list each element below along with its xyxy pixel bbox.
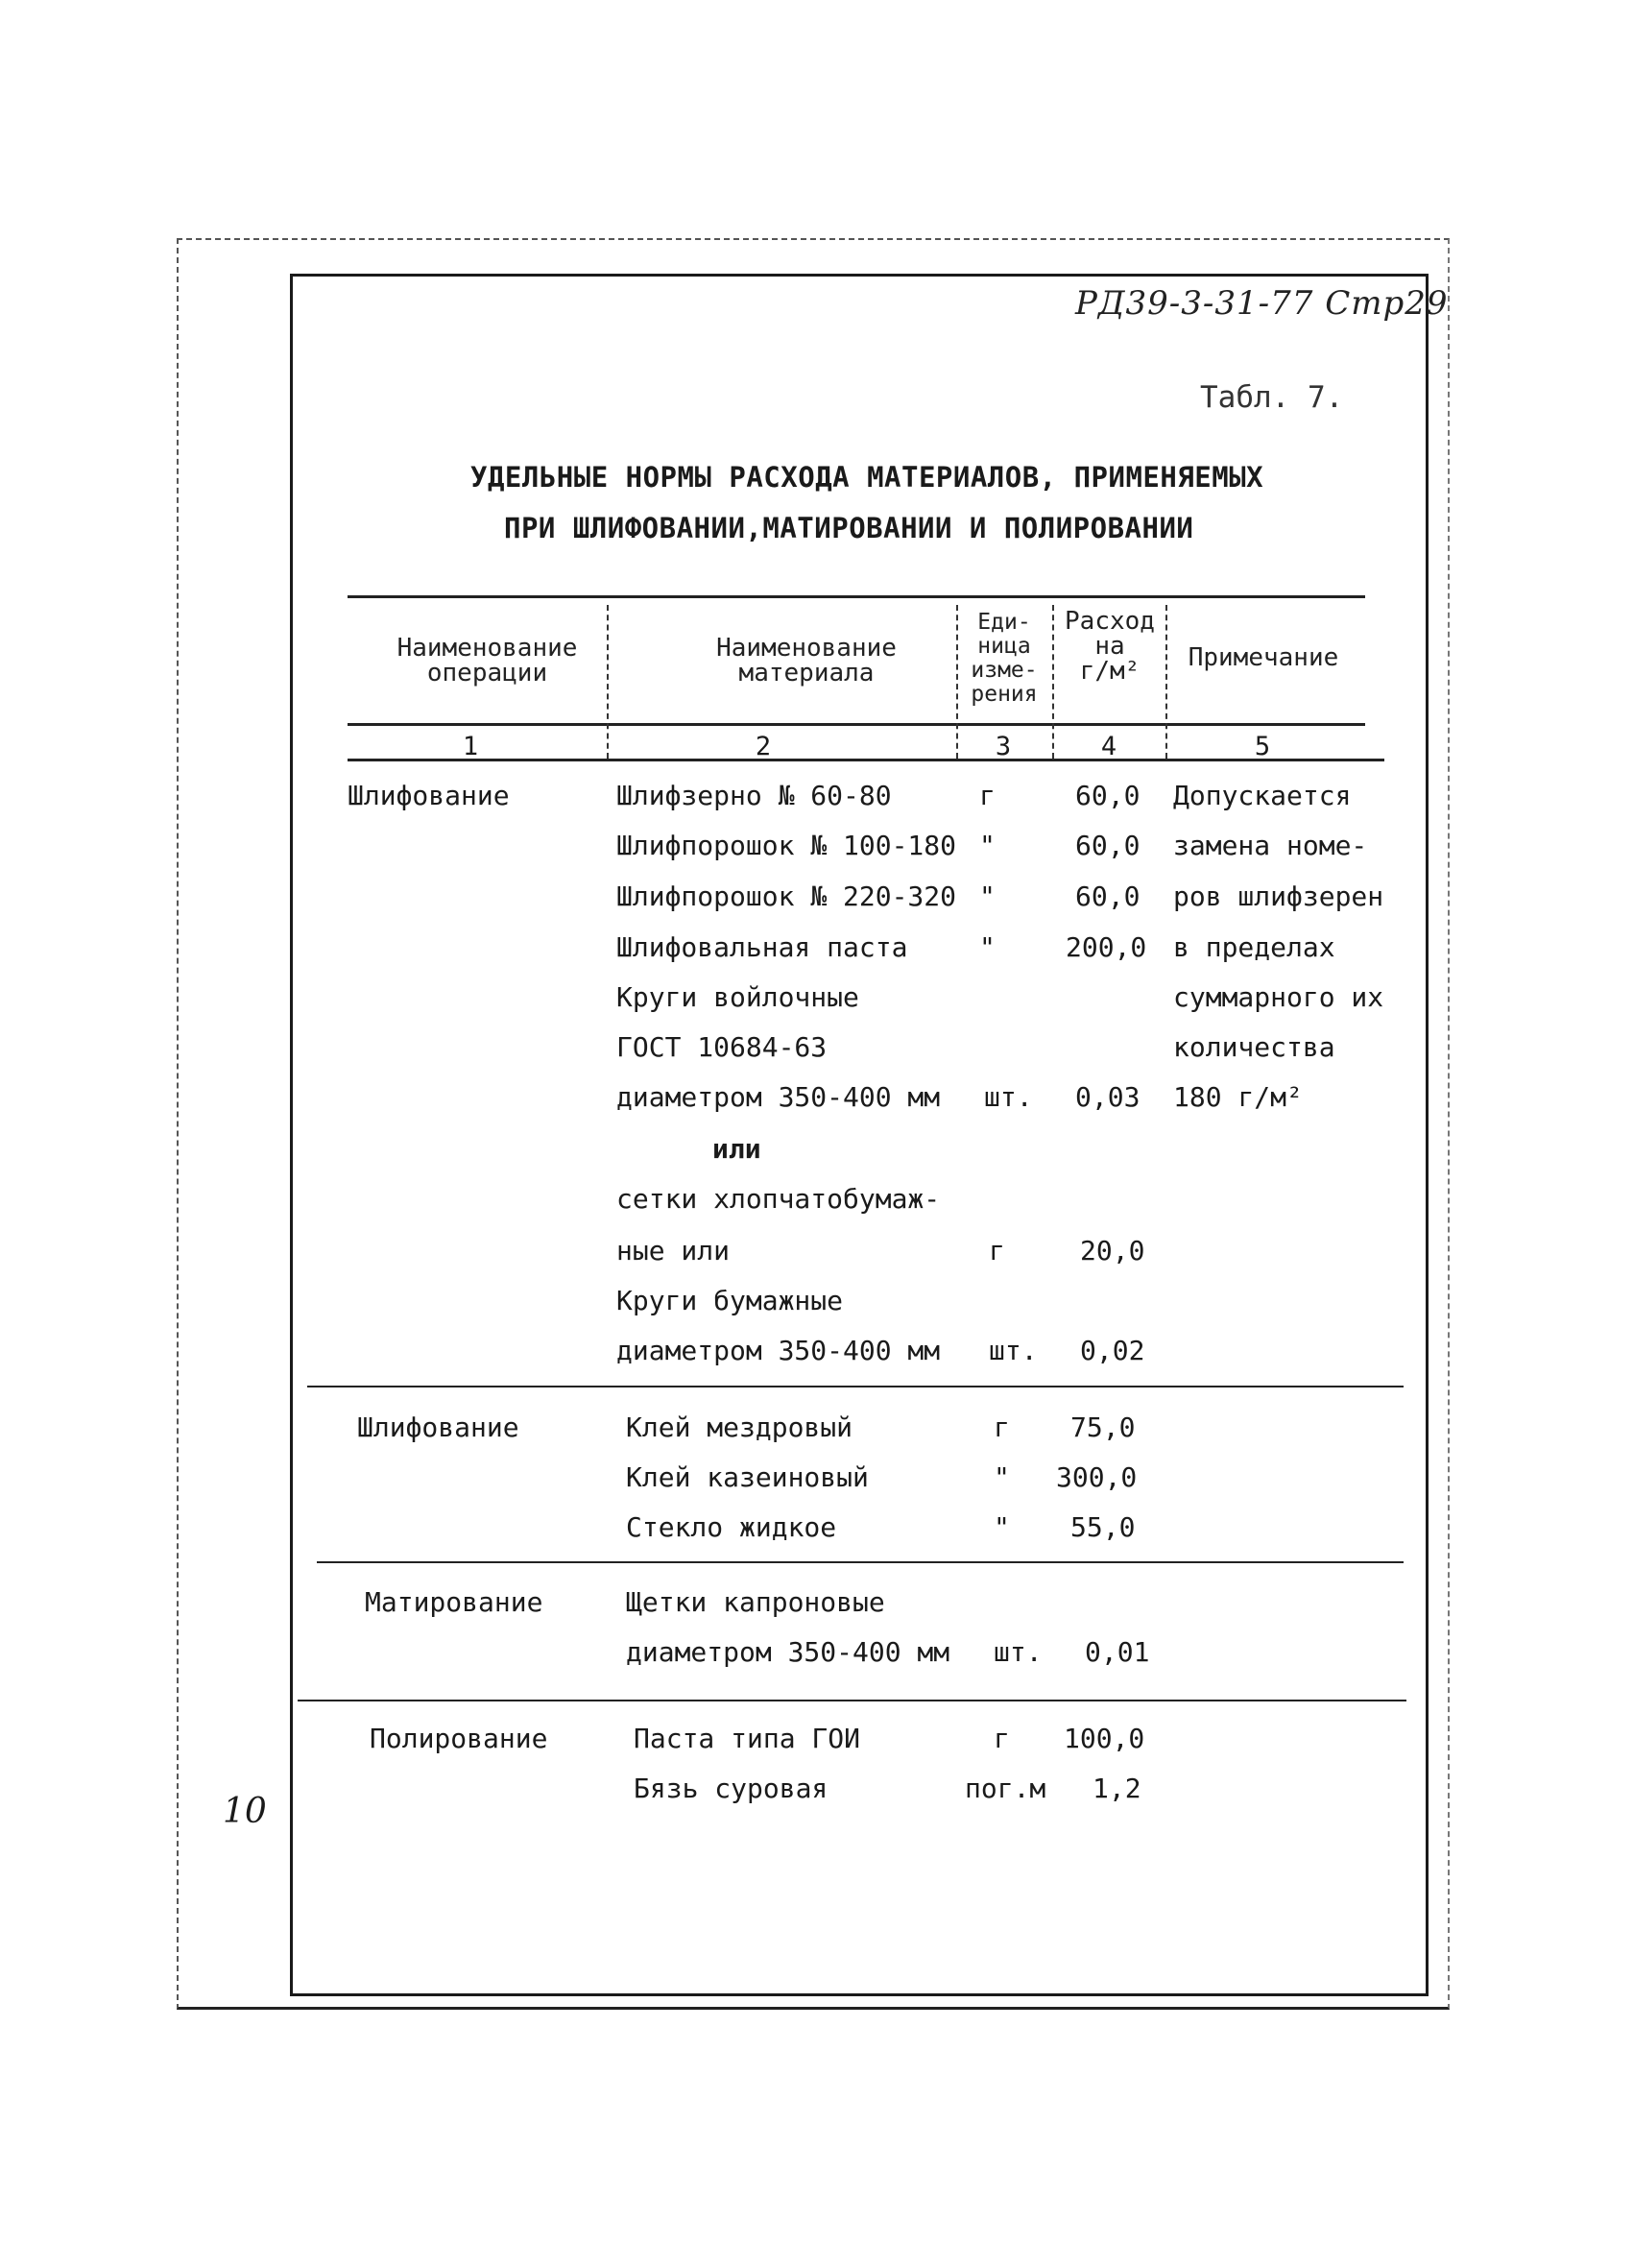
note-line: ров шлифзерен: [1173, 881, 1384, 912]
col-header-material: Наименование материала: [716, 634, 897, 688]
rate-cell: 1,2: [1093, 1773, 1141, 1804]
unit-cell: г: [994, 1723, 1010, 1754]
material-cell: Клей мездровый: [626, 1411, 853, 1443]
table-top-rule: [348, 595, 1365, 598]
col-header-operation: Наименование операции: [396, 634, 578, 688]
rate-cell: 75,0: [1070, 1411, 1136, 1443]
page-title-line1: УДЕЛЬНЫЕ НОРМЫ РАСХОДА МАТЕРИАЛОВ, ПРИМЕНЯЕМЫХ: [470, 461, 1264, 494]
material-cell: Шлифзерно № 60-80: [616, 780, 892, 811]
material-cell: Круги войлочные: [616, 981, 859, 1013]
rate-cell: 60,0: [1075, 830, 1141, 861]
document-id: РД39-3-31-77 Стр29: [1075, 284, 1449, 323]
note-line: замена номе-: [1173, 830, 1368, 861]
unit-cell: ": [979, 881, 996, 912]
col-divider-1: [607, 605, 609, 759]
rate-cell: 200,0: [1066, 931, 1147, 963]
group1-rule: [307, 1386, 1404, 1387]
rate-cell: 60,0: [1075, 780, 1141, 811]
material-cell: Бязь суровая: [634, 1773, 829, 1804]
unit-cell: шт.: [984, 1081, 1033, 1113]
material-cell: Шлифовальная паста: [616, 931, 908, 963]
material-cell: или: [712, 1133, 761, 1165]
unit-cell: ": [979, 931, 996, 963]
page-title-line2: ПРИ ШЛИФОВАНИИ,МАТИРОВАНИИ И ПОЛИРОВАНИИ: [504, 512, 1194, 544]
note-line: в пределах: [1173, 931, 1335, 963]
col-number-1: 1: [462, 732, 479, 761]
material-cell: Паста типа ГОИ: [634, 1723, 861, 1754]
material-cell: Стекло жидкое: [626, 1511, 837, 1543]
unit-cell: г: [989, 1235, 1005, 1267]
page-number: 10: [223, 1792, 267, 1831]
unit-cell: г: [979, 780, 996, 811]
col-number-2: 2: [755, 732, 772, 761]
note-line: количества: [1173, 1031, 1335, 1063]
material-cell: Шлифпорошок № 100-180: [616, 830, 957, 861]
rate-cell: 0,02: [1080, 1335, 1145, 1366]
group3-rule: [298, 1700, 1406, 1701]
group2-rule: [317, 1561, 1404, 1563]
material-cell: Клей казеиновый: [626, 1461, 869, 1493]
unit-cell: шт.: [994, 1636, 1043, 1668]
note-line: 180 г/м²: [1173, 1081, 1303, 1113]
col-number-5: 5: [1254, 732, 1271, 761]
note-line: Допускается: [1173, 780, 1352, 811]
material-cell: диаметром 350-400 мм: [626, 1636, 950, 1668]
note-line: суммарного их: [1173, 981, 1384, 1013]
col-number-3: 3: [995, 732, 1012, 761]
material-cell: Щетки капроновые: [626, 1586, 885, 1618]
rate-cell: 0,03: [1075, 1081, 1141, 1113]
material-cell: диаметром 350-400 мм: [616, 1335, 941, 1366]
rate-cell: 0,01: [1085, 1636, 1150, 1668]
unit-cell: ": [994, 1461, 1010, 1493]
col-header-unit: Еди- ница изме- рения: [971, 610, 1038, 707]
rate-cell: 55,0: [1070, 1511, 1136, 1543]
material-cell: Шлифпорошок № 220-320: [616, 881, 957, 912]
material-cell: ные или: [616, 1235, 731, 1267]
unit-cell: пог.м: [965, 1773, 1046, 1804]
unit-cell: ": [979, 830, 996, 861]
operation-label: Матирование: [365, 1586, 543, 1618]
col-number-4: 4: [1100, 732, 1117, 761]
rate-cell: 300,0: [1056, 1461, 1138, 1493]
material-cell: сетки хлопчатобумаж-: [616, 1183, 941, 1215]
rate-cell: 60,0: [1075, 881, 1141, 912]
material-cell: ГОСТ 10684-63: [616, 1031, 828, 1063]
header-bottom-rule: [348, 723, 1365, 726]
col-header-rate: Расход на г/м²: [1065, 607, 1155, 686]
table-label: Табл. 7.: [1200, 380, 1344, 415]
unit-cell: г: [994, 1411, 1010, 1443]
col-header-note: Примечание: [1188, 643, 1339, 672]
material-cell: Круги бумажные: [616, 1285, 844, 1316]
rate-cell: 20,0: [1080, 1235, 1145, 1267]
rate-cell: 100,0: [1064, 1723, 1145, 1754]
col-divider-4: [1165, 605, 1167, 759]
operation-label: Шлифование: [357, 1411, 519, 1443]
material-cell: диаметром 350-400 мм: [616, 1081, 941, 1113]
operation-label: Полирование: [370, 1723, 548, 1754]
unit-cell: ": [994, 1511, 1010, 1543]
operation-label: Шлифование: [348, 780, 510, 811]
unit-cell: шт.: [989, 1335, 1038, 1366]
